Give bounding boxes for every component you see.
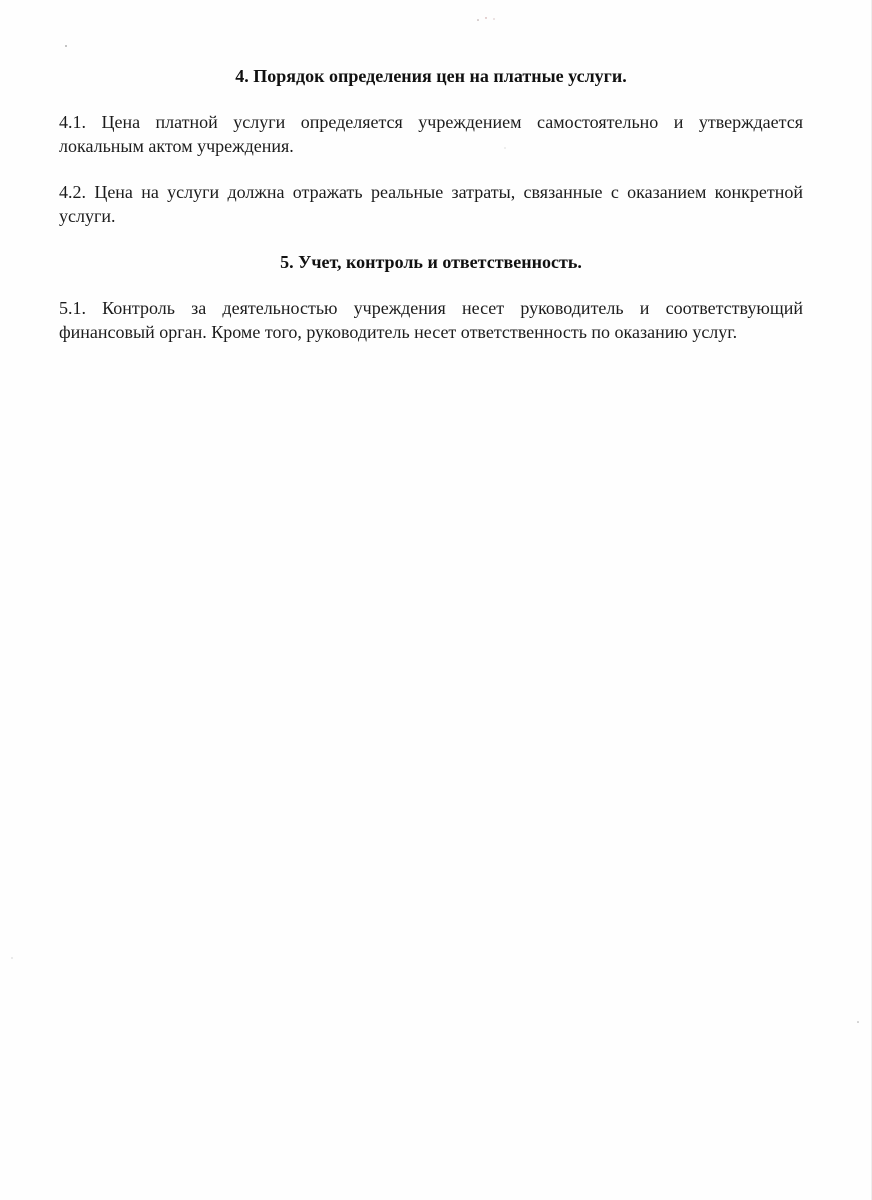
paragraph-4-2: 4.2. Цена на услуги должна отражать реальные затраты, связанные с оказанием конкретной услуги. <box>59 182 803 226</box>
paragraph-5-1: 5.1. Контроль за деятельностью учреждения несет руководитель и соответствующий финансовый орган. Кроме того, руководитель несет ответственность по оказанию услуг. <box>59 298 803 342</box>
paragraph-4-1: 4.1. Цена платной услуги определяется учреждением самостоятельно и утверждается локальным актом учреждения. <box>59 112 803 156</box>
scan-speck <box>493 18 494 19</box>
scan-speck <box>485 17 486 18</box>
scan-speck <box>477 19 479 21</box>
scan-speck <box>11 957 12 958</box>
scan-speck <box>65 45 67 47</box>
scan-speck <box>857 1021 859 1023</box>
section-5-heading: 5. Учет, контроль и ответственность. <box>280 252 582 272</box>
document-content <box>59 64 803 366</box>
section-4-heading: 4. Порядок определения цен на платные услуги. <box>235 66 627 86</box>
